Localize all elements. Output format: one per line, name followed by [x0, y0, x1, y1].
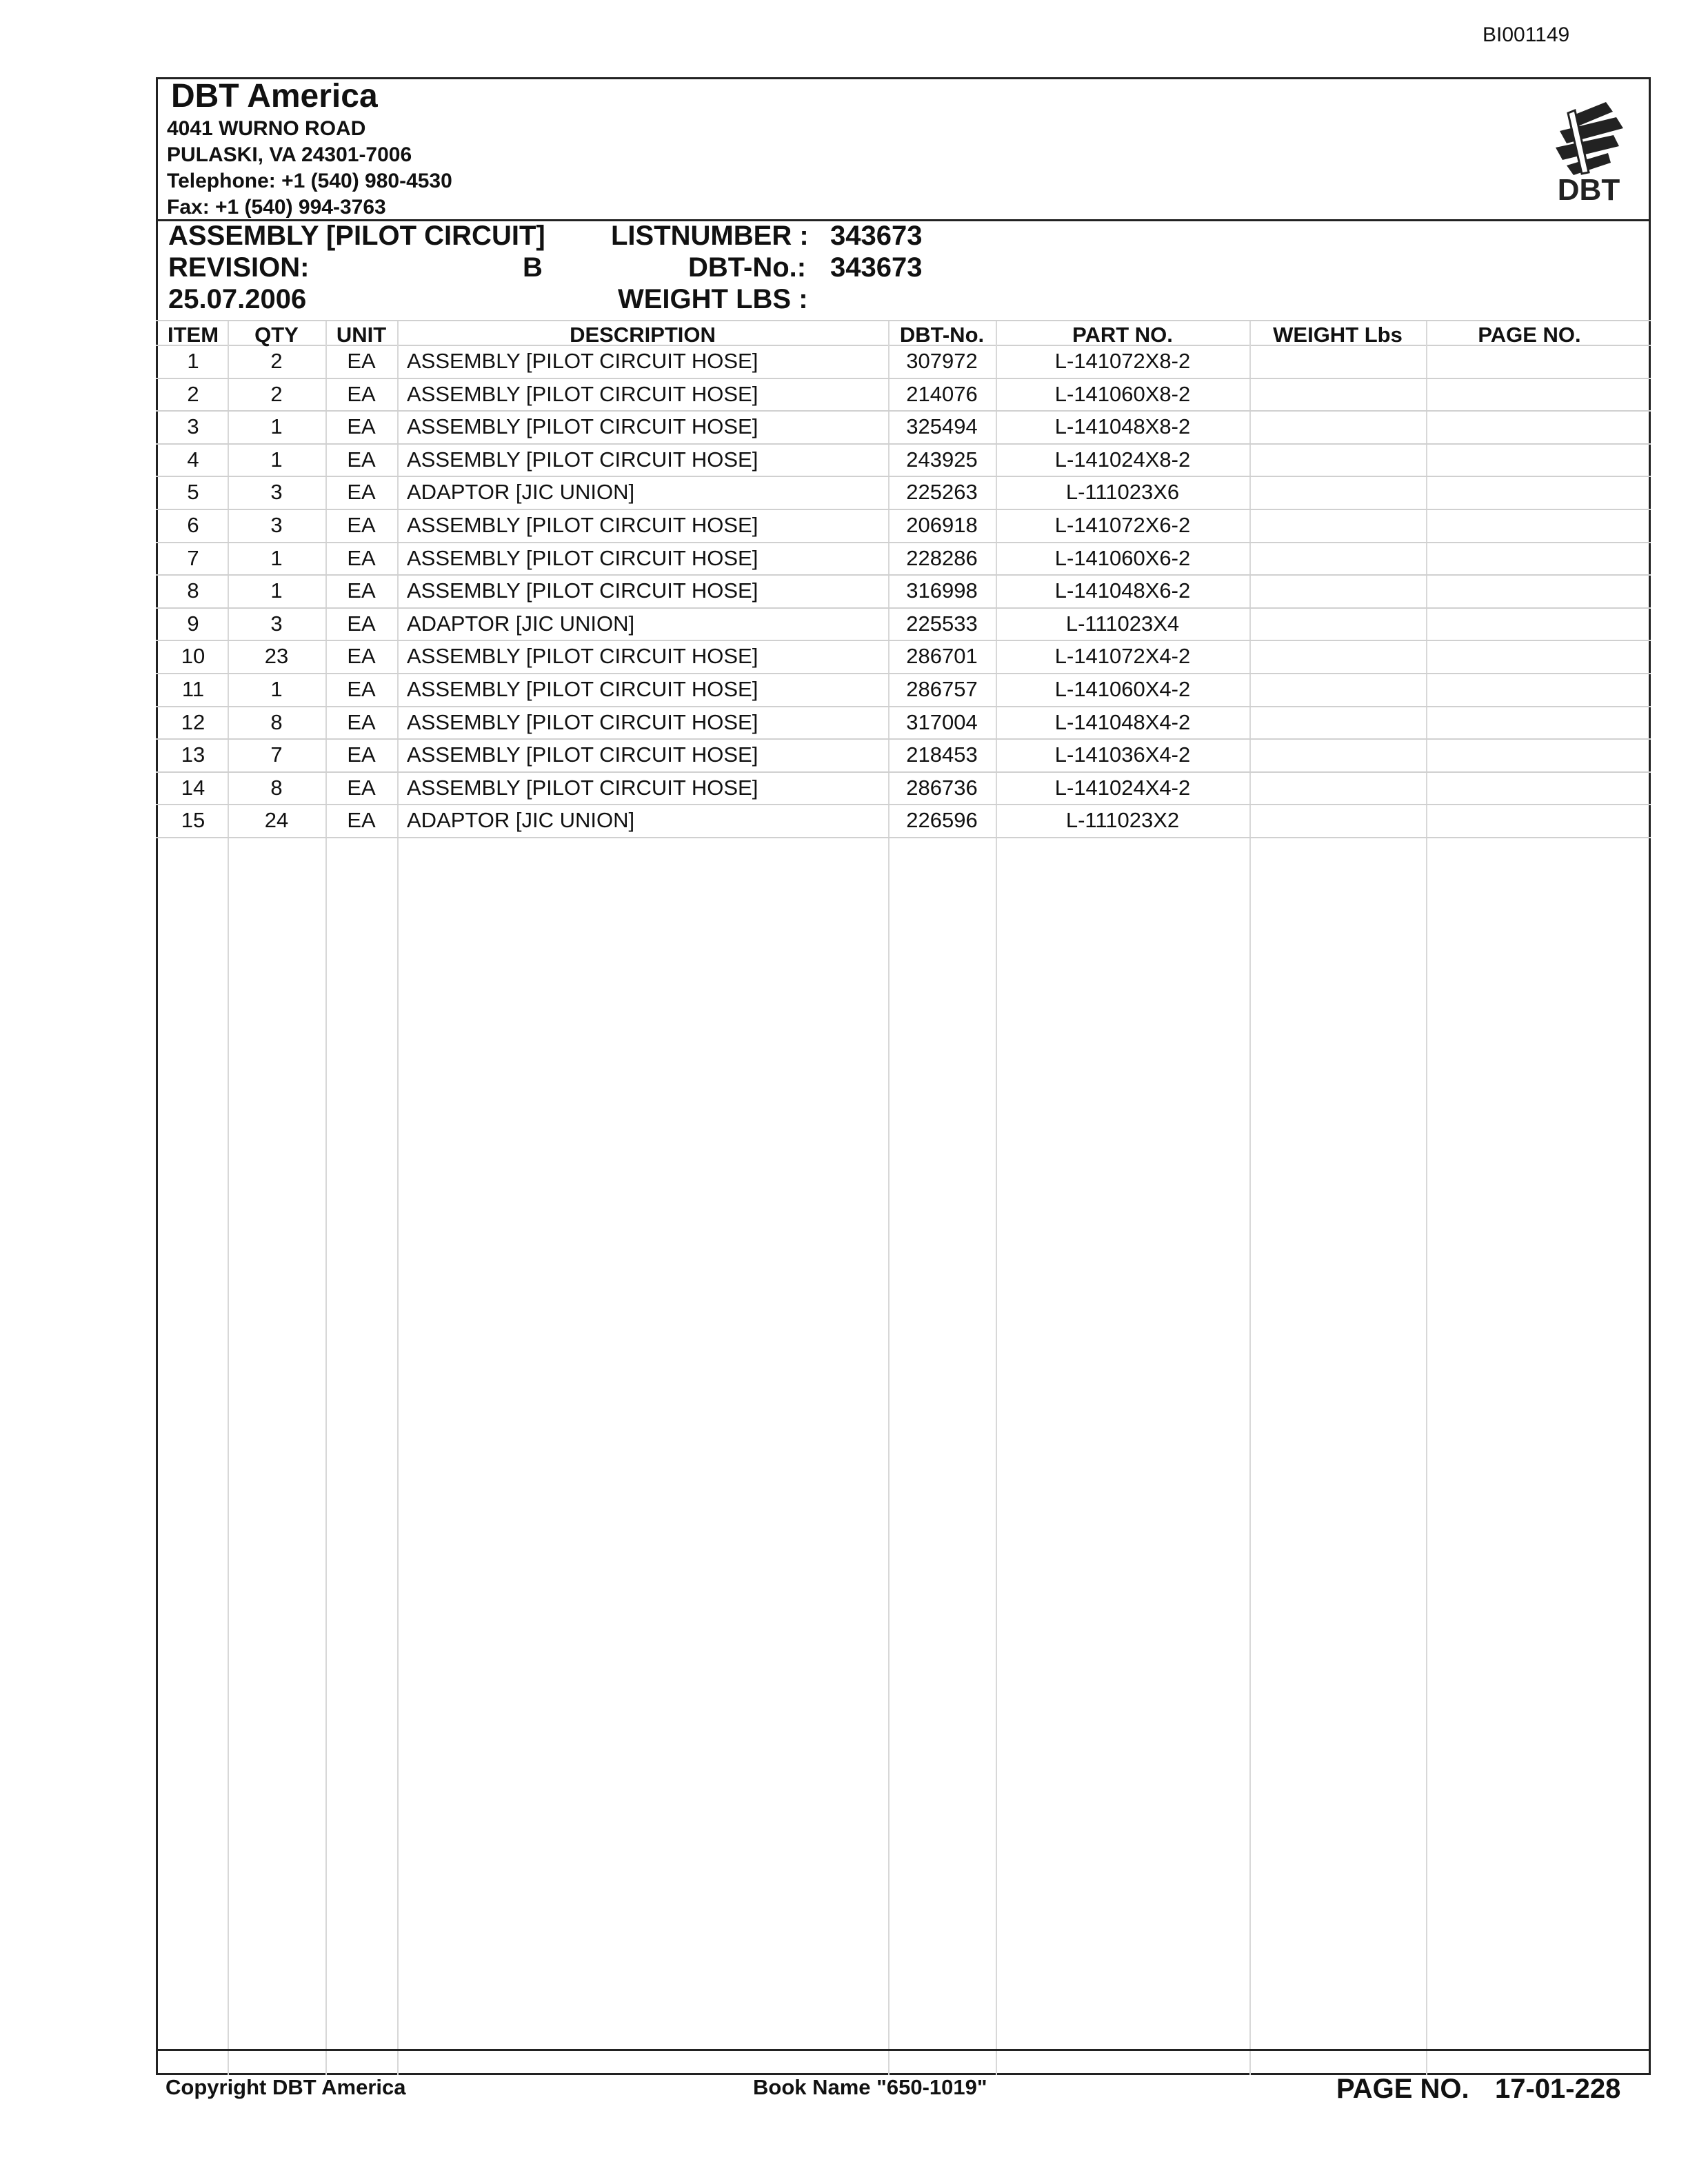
cell-item: 14: [181, 775, 205, 800]
cell-description: ASSEMBLY [PILOT CIRCUIT HOSE]: [407, 677, 758, 701]
cell-description: ADAPTOR [JIC UNION]: [407, 808, 635, 833]
cell-dbt-no: 307972: [906, 349, 978, 373]
footer-book-name: Book Name "650-1019": [753, 2075, 987, 2099]
cell-weight: [1249, 574, 1426, 607]
cell-description: ADAPTOR [JIC UNION]: [407, 611, 635, 636]
cell-unit: EA: [347, 349, 376, 373]
cell-item: 7: [187, 545, 199, 570]
cell-part-no: L-111023X6: [1065, 480, 1180, 505]
cell-weight: [1249, 640, 1426, 673]
cell-unit: EA: [347, 545, 376, 570]
cell-description: ASSEMBLY [PILOT CIRCUIT HOSE]: [407, 545, 758, 570]
company-address-line2: PULASKI, VA 24301-7006: [167, 143, 412, 166]
revision-label: REVISION:: [168, 252, 310, 283]
cell-dbt-no: 206918: [906, 513, 978, 537]
cell-description: ASSEMBLY [PILOT CIRCUIT HOSE]: [407, 414, 758, 439]
cell-dbt-no: 225533: [906, 611, 978, 636]
cell-unit: EA: [347, 709, 376, 734]
weight-label: WEIGHT LBS :: [618, 284, 808, 314]
cell-item: 12: [181, 709, 205, 734]
dbt-no-value: 343673: [830, 252, 923, 283]
cell-page-no: [1426, 574, 1633, 607]
company-telephone: Telephone: +1 (540) 980-4530: [167, 170, 452, 192]
cell-unit: EA: [347, 447, 376, 472]
cell-weight: [1249, 345, 1426, 378]
column-header-qty: QTY: [254, 323, 299, 347]
cell-dbt-no: 218453: [906, 742, 978, 767]
cell-qty: 1: [270, 414, 283, 439]
cell-page-no: [1426, 640, 1633, 673]
cell-part-no: L-141072X8-2: [1054, 349, 1191, 373]
cell-description: ASSEMBLY [PILOT CIRCUIT HOSE]: [407, 709, 758, 734]
cell-unit: EA: [347, 414, 376, 439]
cell-qty: 1: [270, 545, 283, 570]
cell-unit: EA: [347, 513, 376, 537]
cell-page-no: [1426, 476, 1633, 509]
cell-unit: EA: [347, 611, 376, 636]
cell-item: 3: [187, 414, 199, 439]
cell-weight: [1249, 738, 1426, 771]
cell-unit: EA: [347, 742, 376, 767]
footer-page-value: 17-01-228: [1495, 2074, 1621, 2104]
footer-copyright: Copyright DBT America: [165, 2075, 406, 2099]
cell-part-no: L-141048X4-2: [1054, 709, 1191, 734]
cell-page-no: [1426, 410, 1633, 443]
cell-page-no: [1426, 345, 1633, 378]
cell-item: 11: [181, 677, 205, 701]
cell-qty: 2: [270, 349, 283, 373]
cell-part-no: L-111023X4: [1065, 611, 1180, 636]
cell-dbt-no: 325494: [906, 414, 978, 439]
cell-qty: 3: [270, 513, 283, 537]
company-address-line1: 4041 WURNO ROAD: [167, 117, 366, 140]
cell-description: ADAPTOR [JIC UNION]: [407, 480, 635, 505]
cell-part-no: L-111023X2: [1065, 808, 1180, 833]
cell-page-no: [1426, 673, 1633, 706]
cell-part-no: L-141048X6-2: [1054, 578, 1191, 603]
cell-part-no: L-141024X4-2: [1054, 775, 1191, 800]
column-header-page-no: PAGE NO.: [1478, 323, 1581, 347]
document-id: BI001149: [1483, 23, 1570, 46]
column-header-part-no: PART NO.: [1072, 323, 1173, 347]
cell-unit: EA: [347, 808, 376, 833]
cell-weight: [1249, 542, 1426, 575]
cell-qty: 3: [270, 611, 283, 636]
cell-qty: 1: [270, 677, 283, 701]
cell-description: ASSEMBLY [PILOT CIRCUIT HOSE]: [407, 775, 758, 800]
cell-item: 8: [187, 578, 199, 603]
cell-description: ASSEMBLY [PILOT CIRCUIT HOSE]: [407, 578, 758, 603]
cell-dbt-no: 214076: [906, 381, 978, 406]
cell-description: ASSEMBLY [PILOT CIRCUIT HOSE]: [407, 513, 758, 537]
cell-qty: 7: [270, 742, 283, 767]
cell-qty: 3: [270, 480, 283, 505]
cell-dbt-no: 225263: [906, 480, 978, 505]
footer-page-label: PAGE NO.: [1336, 2074, 1469, 2104]
cell-part-no: L-141072X6-2: [1054, 513, 1191, 537]
cell-qty: 23: [264, 644, 289, 669]
cell-weight: [1249, 673, 1426, 706]
row-divider: [156, 837, 1651, 838]
cell-page-no: [1426, 378, 1633, 411]
document-date: 25.07.2006: [168, 284, 307, 314]
cell-part-no: L-141060X6-2: [1054, 545, 1191, 570]
table-bottom-rule: [156, 2049, 1651, 2051]
cell-qty: 8: [270, 775, 283, 800]
cell-part-no: L-141060X8-2: [1054, 381, 1191, 406]
cell-weight: [1249, 410, 1426, 443]
dbt-no-label: DBT-No.:: [688, 252, 807, 283]
cell-page-no: [1426, 607, 1633, 640]
cell-page-no: [1426, 706, 1633, 739]
cell-item: 15: [181, 808, 205, 833]
cell-dbt-no: 286736: [906, 775, 978, 800]
cell-weight: [1249, 443, 1426, 476]
cell-dbt-no: 317004: [906, 709, 978, 734]
cell-weight: [1249, 476, 1426, 509]
cell-dbt-no: 286701: [906, 644, 978, 669]
cell-description: ASSEMBLY [PILOT CIRCUIT HOSE]: [407, 381, 758, 406]
cell-weight: [1249, 706, 1426, 739]
cell-page-no: [1426, 771, 1633, 805]
cell-page-no: [1426, 542, 1633, 575]
cell-unit: EA: [347, 775, 376, 800]
cell-dbt-no: 228286: [906, 545, 978, 570]
column-header-dbt-no: DBT-No.: [899, 323, 985, 347]
cell-qty: 1: [270, 447, 283, 472]
cell-dbt-no: 243925: [906, 447, 978, 472]
cell-description: ASSEMBLY [PILOT CIRCUIT HOSE]: [407, 447, 758, 472]
column-header-item: ITEM: [167, 323, 219, 347]
cell-unit: EA: [347, 381, 376, 406]
company-fax: Fax: +1 (540) 994-3763: [167, 196, 386, 219]
cell-qty: 1: [270, 578, 283, 603]
column-header-weight: WEIGHT Lbs: [1273, 323, 1403, 347]
cell-item: 13: [181, 742, 205, 767]
cell-item: 6: [187, 513, 199, 537]
cell-item: 2: [187, 381, 199, 406]
cell-page-no: [1426, 804, 1633, 837]
cell-qty: 24: [264, 808, 289, 833]
cell-part-no: L-141024X8-2: [1054, 447, 1191, 472]
cell-dbt-no: 226596: [906, 808, 978, 833]
cell-part-no: L-141048X8-2: [1054, 414, 1191, 439]
dbt-logo: [1547, 97, 1630, 207]
cell-page-no: [1426, 738, 1633, 771]
cell-weight: [1249, 804, 1426, 837]
cell-weight: [1249, 509, 1426, 542]
listnumber-value: 343673: [830, 221, 923, 251]
cell-item: 10: [181, 644, 205, 669]
cell-unit: EA: [347, 578, 376, 603]
cell-dbt-no: 286757: [906, 677, 978, 701]
cell-item: 1: [187, 349, 199, 373]
cell-qty: 2: [270, 381, 283, 406]
cell-item: 4: [187, 447, 199, 472]
cell-description: ASSEMBLY [PILOT CIRCUIT HOSE]: [407, 349, 758, 373]
column-header-description: DESCRIPTION: [570, 323, 716, 347]
dbt-logo-text: DBT: [1557, 173, 1620, 207]
cell-qty: 8: [270, 709, 283, 734]
company-name: DBT America: [171, 78, 378, 114]
cell-description: ASSEMBLY [PILOT CIRCUIT HOSE]: [407, 742, 758, 767]
cell-part-no: L-141060X4-2: [1054, 677, 1191, 701]
cell-weight: [1249, 607, 1426, 640]
cell-dbt-no: 316998: [906, 578, 978, 603]
cell-item: 9: [187, 611, 199, 636]
cell-weight: [1249, 378, 1426, 411]
cell-weight: [1249, 771, 1426, 805]
cell-item: 5: [187, 480, 199, 505]
cell-page-no: [1426, 443, 1633, 476]
revision-value: B: [523, 252, 543, 283]
cell-part-no: L-141072X4-2: [1054, 644, 1191, 669]
cell-description: ASSEMBLY [PILOT CIRCUIT HOSE]: [407, 644, 758, 669]
cell-unit: EA: [347, 677, 376, 701]
column-header-unit: UNIT: [336, 323, 387, 347]
assembly-title: ASSEMBLY [PILOT CIRCUIT]: [168, 221, 545, 251]
cell-unit: EA: [347, 644, 376, 669]
cell-unit: EA: [347, 480, 376, 505]
cell-page-no: [1426, 509, 1633, 542]
listnumber-label: LISTNUMBER :: [611, 221, 809, 251]
cell-part-no: L-141036X4-2: [1054, 742, 1191, 767]
